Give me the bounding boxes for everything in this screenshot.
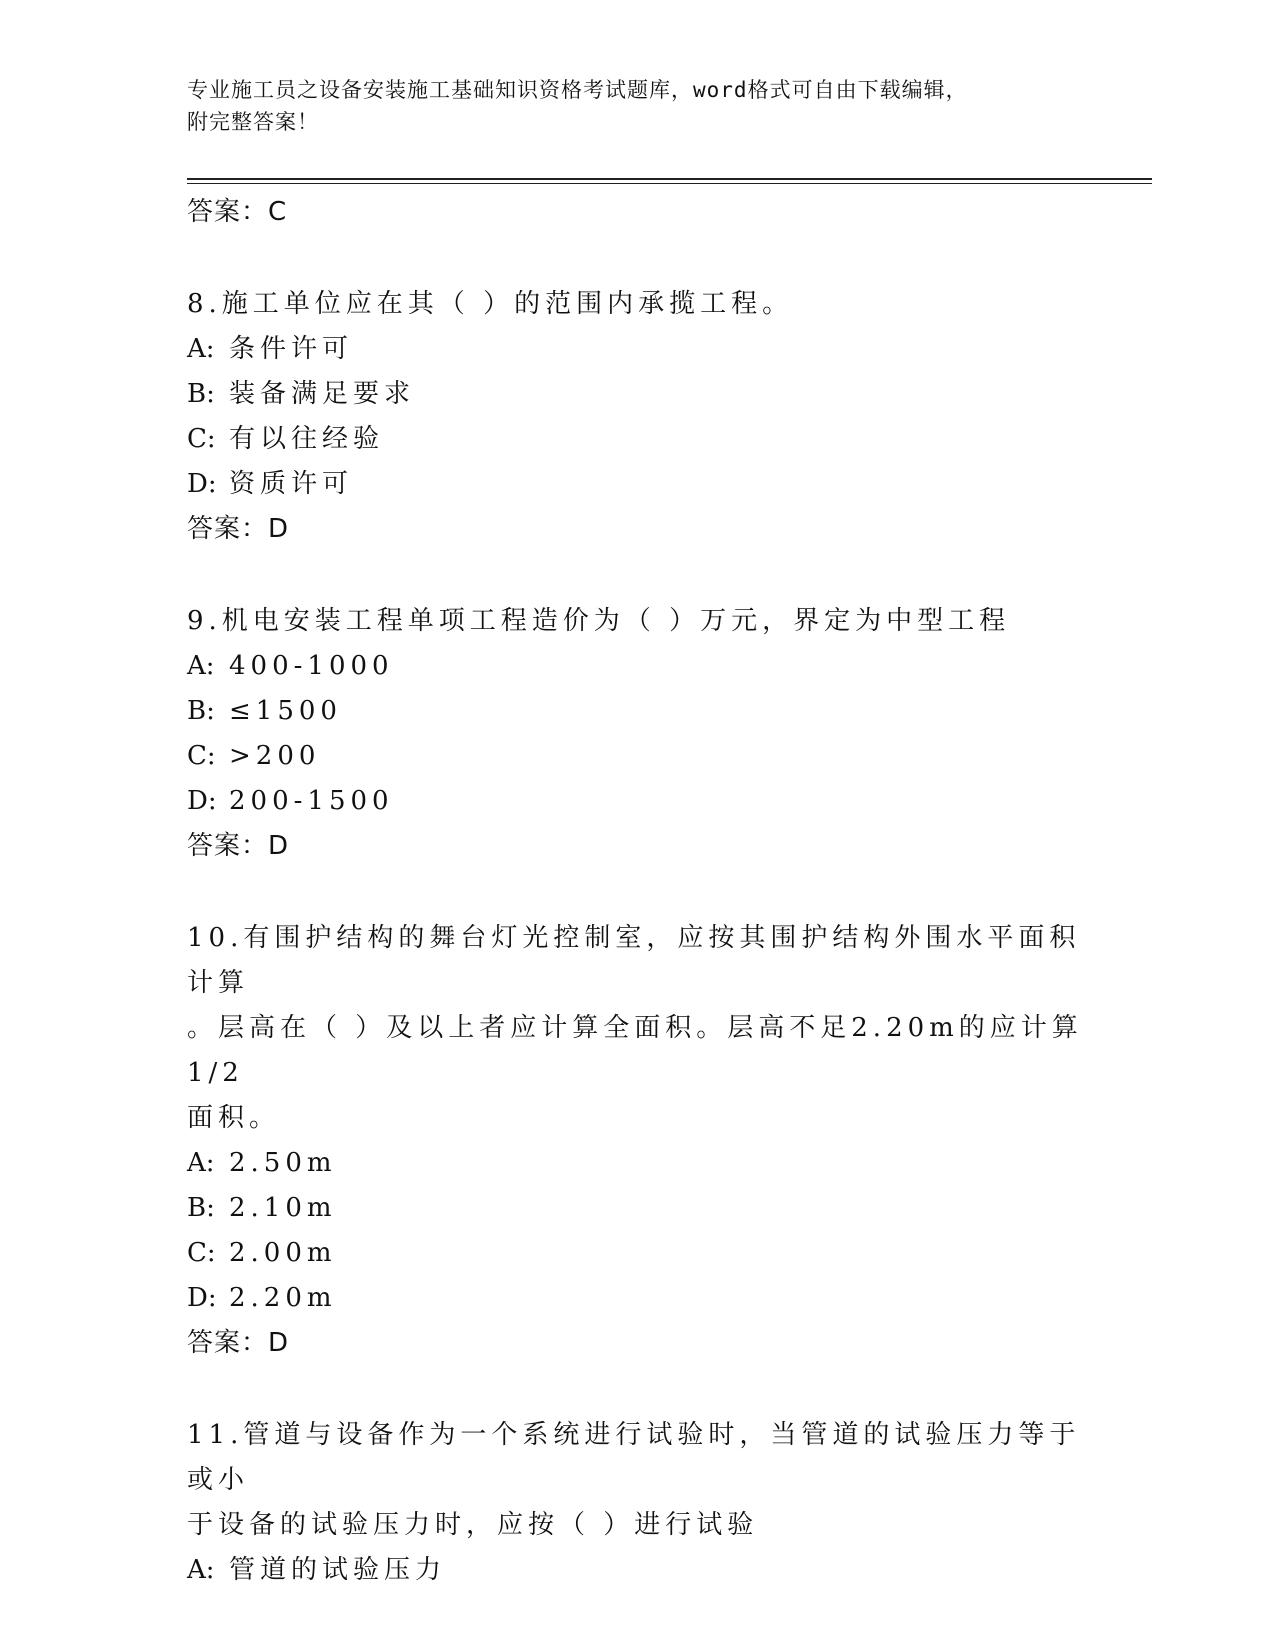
question-stem (187, 916, 1087, 1141)
spacer (187, 1365, 1087, 1413)
option-letter: C: (187, 741, 216, 771)
option-d (187, 1276, 1087, 1321)
header-divider-top (187, 178, 1152, 180)
question-11 (187, 1413, 1087, 1593)
question-list (187, 190, 1087, 1593)
option-b (187, 372, 1087, 417)
question-9 (187, 599, 1087, 868)
question-10 (187, 916, 1087, 1365)
option-letter: A: (187, 1555, 215, 1585)
option-text: 400-1000 (229, 651, 394, 681)
question-answer: 答案：D (187, 514, 290, 544)
option-text: 有以往经验 (229, 424, 385, 454)
question-stem-line: 。层高在（ ）及以上者应计算全面积。层高不足2.20m的应计算1/2 (187, 1013, 1083, 1088)
option-text: >200 (229, 741, 321, 771)
option-text: 2.10m (229, 1193, 337, 1223)
option-c (187, 734, 1087, 779)
option-letter: B: (187, 379, 215, 409)
option-a (187, 1548, 1087, 1593)
question-answer: 答案：D (187, 831, 290, 861)
option-a (187, 644, 1087, 689)
option-text: 资质许可 (229, 469, 354, 499)
question-stem-line: 11.管道与设备作为一个系统进行试验时，当管道的试验压力等于或小 (187, 1420, 1081, 1495)
question-answer: 答案：D (187, 1328, 290, 1358)
option-c (187, 417, 1087, 462)
option-letter: D: (187, 1283, 217, 1313)
option-d (187, 462, 1087, 507)
question-stem-line: 9.机电安装工程单项工程造价为（ ）万元，界定为中型工程 (187, 606, 1011, 636)
spacer (187, 551, 1087, 599)
option-text: 装备满足要求 (229, 379, 416, 409)
question-stem (187, 599, 1087, 644)
option-text: 管道的试验压力 (229, 1555, 447, 1585)
option-d (187, 779, 1087, 824)
option-text: 200-1500 (229, 786, 394, 816)
option-b (187, 1186, 1087, 1231)
option-letter: A: (187, 651, 215, 681)
option-letter: C: (187, 1238, 216, 1268)
option-text: 条件许可 (229, 334, 354, 364)
question-stem-line: 10.有围护结构的舞台灯光控制室，应按其围护结构外围水平面积计算 (187, 923, 1081, 998)
option-text: 2.00m (229, 1238, 337, 1268)
header-line-1: 专业施工员之设备安装施工基础知识资格考试题库，word格式可自由下载编辑， (187, 78, 968, 102)
document-header (187, 74, 1087, 138)
option-letter: B: (187, 696, 215, 726)
spacer (187, 234, 1087, 282)
question-stem-line: 于设备的试验压力时，应按（ ）进行试验 (187, 1510, 759, 1540)
question-stem (187, 282, 1087, 327)
question-stem-line: 8.施工单位应在其（ ）的范围内承揽工程。 (187, 289, 794, 319)
option-letter: A: (187, 334, 215, 364)
option-text: 2.50m (229, 1148, 337, 1178)
question-stem-line: 面积。 (187, 1103, 281, 1133)
option-c (187, 1231, 1087, 1276)
spacer (187, 868, 1087, 916)
option-letter: D: (187, 786, 217, 816)
option-letter: C: (187, 424, 216, 454)
header-divider-bottom (187, 183, 1152, 184)
option-text: 2.20m (229, 1283, 337, 1313)
question-stem (187, 1413, 1087, 1548)
option-letter: D: (187, 469, 217, 499)
previous-answer: 答案：C (187, 197, 288, 227)
question-8 (187, 282, 1087, 551)
option-b (187, 689, 1087, 734)
option-text: ≤1500 (229, 696, 342, 726)
option-letter: B: (187, 1193, 215, 1223)
option-a (187, 327, 1087, 372)
header-line-2: 附完整答案！ (187, 110, 319, 134)
option-letter: A: (187, 1148, 215, 1178)
option-a (187, 1141, 1087, 1186)
